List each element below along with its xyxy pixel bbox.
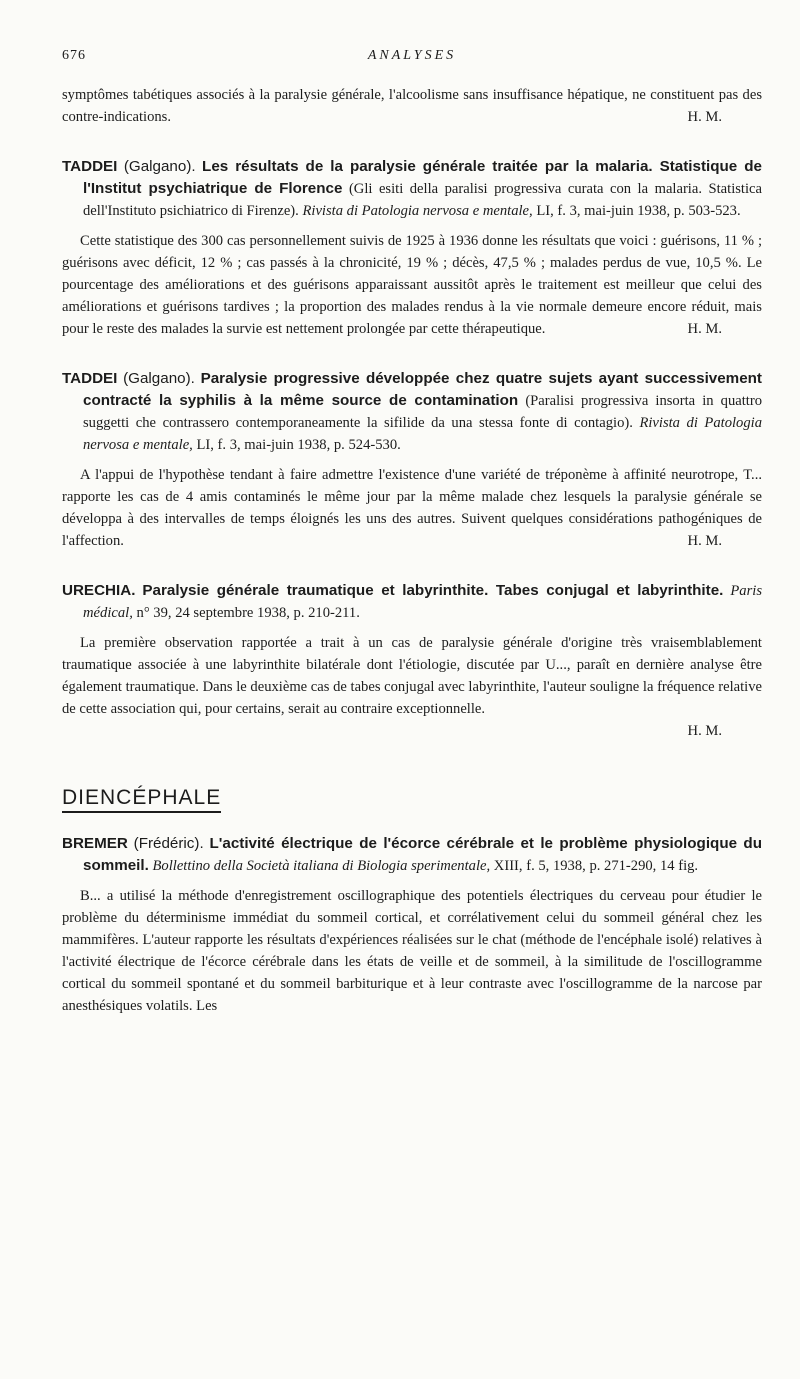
journal-name: Rivista di Patologia nervosa e mentale, [302,203,533,219]
article-title: Les résultats de la paralysie générale traitée par la malaria. Statistique de l'Institut psychiatrique de Florence [83,158,762,197]
author-name: TADDEI [62,158,118,175]
intro-text: symptômes tabétiques associés à la paralysie générale, l'alcoolisme sans insuffisance hépatique, ne constituent pas des contre-indications. H. M. [62,84,762,128]
abstract-body: B... a utilisé la méthode d'enregistrement oscillographique des potentiels électriques du cerveau pour étudier le problème du déterminisme immédiat du sommeil cortical, et corrélativement celui du sommeil général chez les mammifères. L'auteur rapporte les résultats d'expériences réalisées sur le chat (méthode de l'encéphale isolé) relatives à l'activité électrique de l'écorce cérébrale dans les états de veille et de sommeil, à la similitude de l'oscillogramme cortical du sommeil spontané et du sommeil barbiturique et à leur contraste avec l'oscillogramme de la narcose par anesthésiques volatils. Les [62,888,762,1014]
abstract-entry [62,833,762,1017]
abstract-entry [62,156,762,340]
bibliographic-reference [62,833,762,877]
abstract-body: A l'appui de l'hypothèse tendant à faire admettre l'existence d'une variété de tréponème à affinité neurotrope, T... rapporte les cas de 4 amis contaminés le même jour par la même malade chez lesquels la paralysie générale se développa à des intervalles de temps éloignés les uns des autres. Suivent quelques considérations pathogéniques de l'affection. H. M. [62,464,762,552]
section-heading: DIENCÉPHALE [62,786,221,813]
journal-name: Bollettino della Società italiana di Biologia sperimentale, [152,858,491,874]
bibliographic-reference [62,368,762,456]
original-title: (Gli esiti della paralisi progressiva curata con la malaria. Statistica dell'Instituto psichiatrico di Firenze). [83,181,762,219]
running-title: ANALYSES [367,48,457,63]
journal-name: Paris médical, [83,583,762,621]
section-heading-wrapper [62,742,762,833]
bibliographic-reference [62,580,762,624]
abstract-body: La première observation rapportée a trait à un cas de paralysie générale d'origine très vraisemblablement traumatique associée à une labyrinthite bilatérale dont l'étiologie, discutée par U..., paraît en dernière analyse être également traumatique. Dans le deuxième cas de tabes conjugal avec labyrinthite, l'auteur souligne la fréquence relative de cette association qui, pour certains, serait au contraire exceptionnelle. [62,635,762,717]
signature: H. M. [687,321,722,337]
citation-details: LI, f. 3, mai-juin 1938, p. 524-530. [196,437,401,453]
abstract-body: Cette statistique des 300 cas personnellement suivis de 1925 à 1936 donne les résultats que voici : guérisons, 11 % ; guérisons avec déficit, 12 % ; cas passés à la chronicité, 19 % ; décès, 47,5 % ; malades perdus de vue, 10,5 %. Le pourcentage des améliorations et des guérisons apparaissant aussitôt après le traitement est meilleur que celui des améliorations et guérisons tardives ; la proportion des malades rendus à la vie normale demeure encore réduit, mais pour le reste des malades la survie est nettement prolongée par cette thérapeutique. H. M. [62,230,762,340]
page-header [62,48,762,70]
author-first-name: (Galgano). [123,370,195,387]
article-title: Paralysie progressive développée chez quatre sujets ayant successivement contracté la syphilis à la même source de contamination [83,370,762,409]
author-name: BREMER [62,835,128,852]
signature: H. M. [687,109,722,125]
citation-details: XIII, f. 5, 1938, p. 271-290, 14 fig. [493,858,699,874]
intro-fragment [62,84,762,128]
article-title: Paralysie générale traumatique et labyrinthite. Tabes conjugal et labyrinthite. [142,582,724,599]
abstract-entry [62,580,762,742]
signature: H. M. [687,723,722,739]
citation-details: LI, f. 3, mai-juin 1938, p. 503-523. [536,203,741,219]
signature: H. M. [687,533,722,549]
author-name: TADDEI [62,370,118,387]
author-name: URECHIA. [62,582,136,599]
author-first-name: (Galgano). [123,158,196,175]
original-title: (Paralisi progressiva insorta in quattro suggetti che contrassero contemporaneamente la sifilide da una stessa fonte di contagio). [83,393,762,431]
journal-name: Rivista di Patologia nervosa e mentale, [83,415,762,453]
author-first-name: (Frédéric). [133,835,204,852]
page-number: 676 [62,48,86,63]
abstract-entry [62,368,762,552]
citation-details: n° 39, 24 septembre 1938, p. 210-211. [136,605,360,621]
article-title: L'activité électrique de l'écorce cérébrale et le problème physiologique du sommeil. [83,835,762,874]
journal-page [62,48,762,1017]
bibliographic-reference [62,156,762,222]
